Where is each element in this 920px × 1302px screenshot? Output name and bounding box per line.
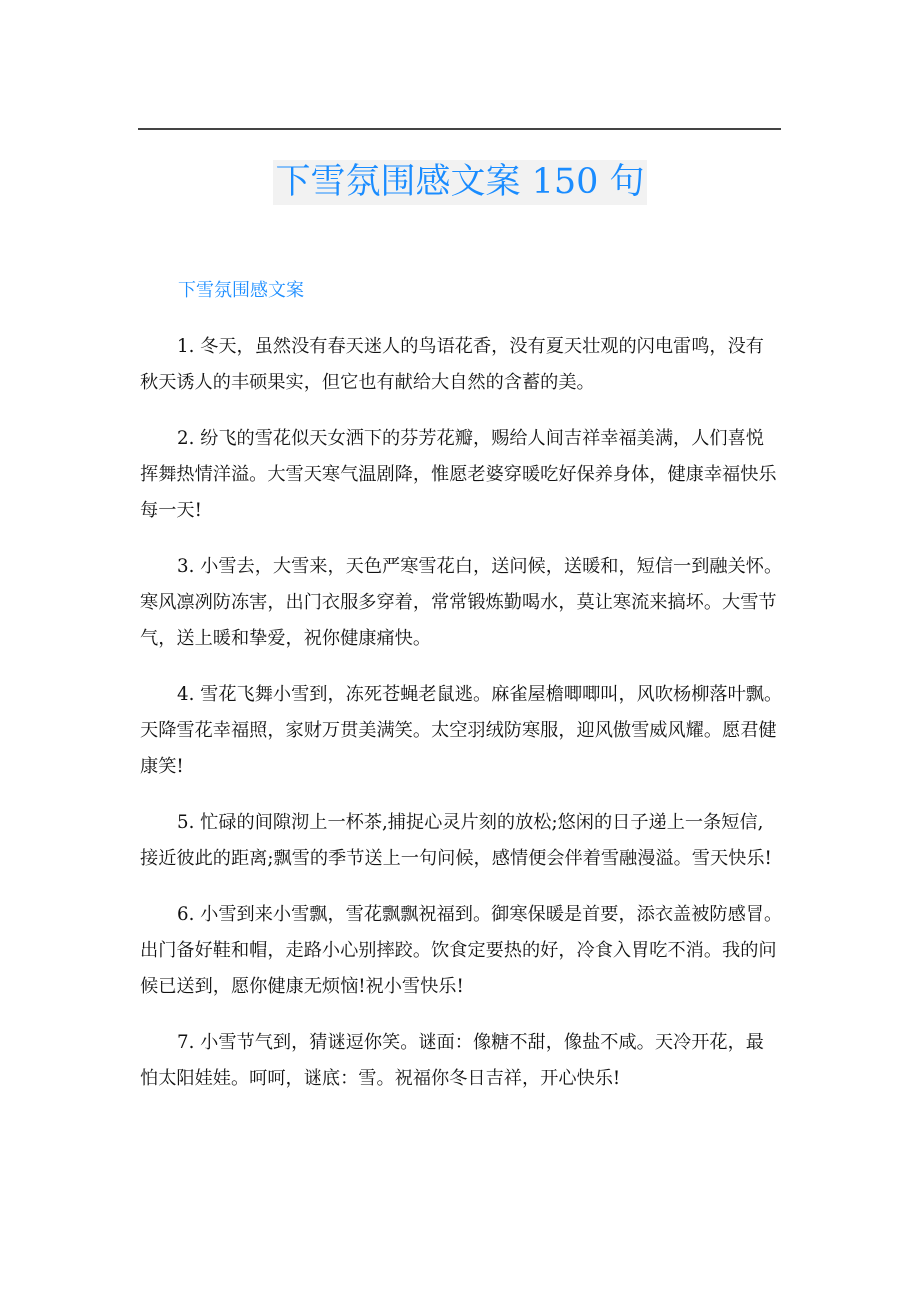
document-title: 下雪氛围感文案 150 句 bbox=[273, 160, 646, 205]
paragraph-line: 寒风凛冽防冻害，出门衣服多穿着，常常锻炼勤喝水，莫让寒流来搞坏。大雪节 bbox=[140, 592, 777, 613]
paragraph-line: 出门备好鞋和帽，走路小心别摔跤。饮食定要热的好，冷食入胃吃不消。我的问 bbox=[140, 940, 777, 961]
document-body bbox=[140, 329, 785, 1117]
paragraph-line: 接近彼此的距离;飘雪的季节送上一句问候，感情便会伴着雪融漫溢。雪天快乐! bbox=[140, 848, 772, 869]
paragraph-line: 康笑! bbox=[140, 756, 184, 777]
paragraph-line: 挥舞热情洋溢。大雪天寒气温剧降，惟愿老婆穿暖吃好保养身体，健康幸福快乐 bbox=[140, 464, 777, 485]
paragraph-line: 秋天诱人的丰硕果实，但它也有献给大自然的含蓄的美。 bbox=[140, 372, 595, 393]
paragraph bbox=[140, 805, 785, 877]
paragraph-line: 6. 小雪到来小雪飘，雪花飘飘祝福到。御寒保暖是首要，添衣盖被防感冒。 bbox=[177, 904, 783, 925]
paragraph-line: 候已送到，愿你健康无烦恼!祝小雪快乐! bbox=[140, 976, 464, 997]
paragraph-line: 怕太阳娃娃。呵呵，谜底：雪。祝福你冬日吉祥，开心快乐! bbox=[140, 1068, 621, 1089]
section-heading: 下雪氛围感文案 bbox=[178, 280, 304, 301]
paragraph bbox=[140, 677, 785, 785]
paragraph-line: 1. 冬天，虽然没有春天迷人的鸟语花香，没有夏天壮观的闪电雷鸣，没有 bbox=[177, 336, 764, 357]
paragraph-line: 每一天! bbox=[140, 500, 202, 521]
paragraph bbox=[140, 421, 785, 529]
paragraph-line: 4. 雪花飞舞小雪到，冻死苍蝇老鼠逃。麻雀屋檐唧唧叫，风吹杨柳落叶飘。 bbox=[177, 684, 783, 705]
paragraph bbox=[140, 549, 785, 657]
paragraph bbox=[140, 897, 785, 1005]
paragraph-line: 天降雪花幸福照，家财万贯美满笑。太空羽绒防寒服，迎风傲雪威风耀。愿君健 bbox=[140, 720, 777, 741]
paragraph-line: 2. 纷飞的雪花似天女洒下的芬芳花瓣，赐给人间吉祥幸福美满，人们喜悦 bbox=[177, 428, 764, 449]
paragraph-line: 3. 小雪去，大雪来，天色严寒雪花白，送问候，送暖和，短信一到融关怀。 bbox=[177, 556, 783, 577]
paragraph bbox=[140, 1025, 785, 1097]
paragraph-line: 5. 忙碌的间隙沏上一杯茶,捕捉心灵片刻的放松;悠闲的日子递上一条短信, bbox=[177, 812, 764, 833]
header-rule bbox=[138, 128, 781, 130]
paragraph-line: 7. 小雪节气到，猜谜逗你笑。谜面：像糖不甜，像盐不咸。天冷开花，最 bbox=[177, 1032, 764, 1053]
paragraph-line: 气，送上暖和挚爱，祝你健康痛快。 bbox=[140, 628, 432, 649]
paragraph bbox=[140, 329, 785, 401]
title-container bbox=[0, 160, 920, 205]
